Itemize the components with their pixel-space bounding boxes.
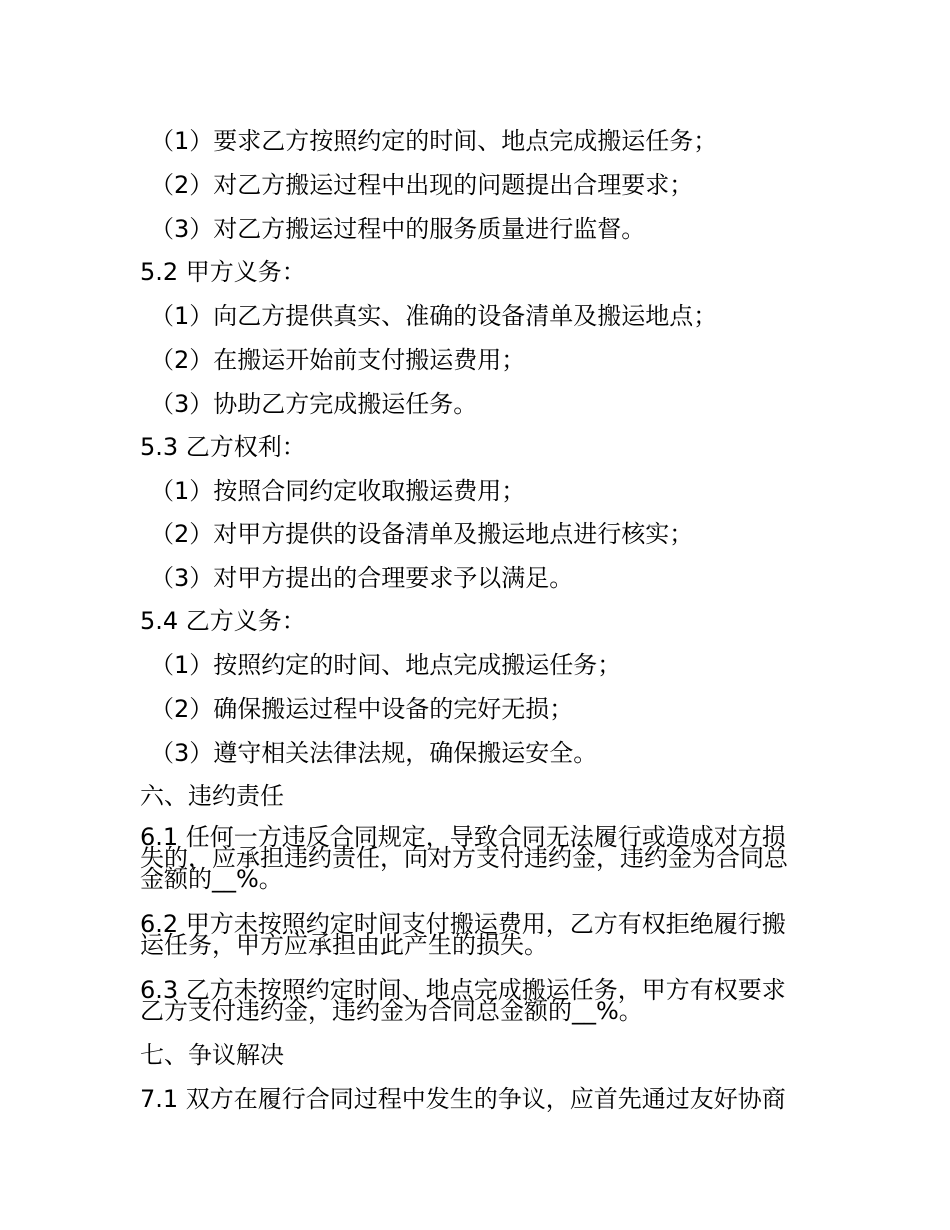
chapter-heading-6: 六、违约责任: [140, 782, 284, 810]
obligation-item-3: （3）协助乙方完成搬运任务。: [150, 390, 478, 418]
right-item-3: （3）对乙方搬运过程中的服务质量进行监督。: [150, 215, 646, 243]
party-b-obligation-item-1: （1）按照约定的时间、地点完成搬运任务；: [150, 651, 622, 679]
party-b-obligation-item-3: （3）遵守相关法律法规，确保搬运安全。: [150, 739, 598, 767]
clause-6-1-line-1: 6.1 任何一方违反合同规定，导致合同无法履行或造成对方损: [140, 823, 786, 851]
chapter-heading-7: 七、争议解决: [140, 1041, 284, 1069]
section-heading-5-3: 5.3 乙方权利：: [140, 433, 306, 461]
party-b-right-item-3: （3）对甲方提出的合理要求予以满足。: [150, 564, 574, 592]
clause-6-1-line-2: 失的，应承担违约责任，向对方支付违约金，违约金为合同总: [140, 844, 788, 872]
right-item-2: （2）对乙方搬运过程中出现的问题提出合理要求；: [150, 171, 694, 199]
section-heading-5-2: 5.2 甲方义务：: [140, 258, 306, 286]
party-b-obligation-item-2: （2）确保搬运过程中设备的完好无损；: [150, 695, 574, 723]
clause-6-2-line-2: 运任务，甲方应承担由此产生的损失。: [140, 931, 548, 959]
clause-6-3-line-1: 6.3 乙方未按照约定时间、地点完成搬运任务，甲方有权要求: [140, 976, 786, 1004]
clause-6-1: [140, 823, 820, 893]
clause-6-3-line-2: 乙方支付违约金，违约金为合同总金额的__%。: [140, 997, 643, 1025]
clause-6-3: [140, 976, 820, 1025]
party-b-right-item-1: （1）按照合同约定收取搬运费用；: [150, 477, 526, 505]
right-item-1: （1）要求乙方按照约定的时间、地点完成搬运任务；: [150, 127, 718, 155]
clause-6-1-line-3: 金额的__%。: [140, 865, 283, 893]
party-b-right-item-2: （2）对甲方提供的设备清单及搬运地点进行核实；: [150, 520, 694, 548]
clause-6-2: [140, 910, 820, 959]
obligation-item-1: （1）向乙方提供真实、准确的设备清单及搬运地点；: [150, 302, 718, 330]
clause-7-1: 7.1 双方在履行合同过程中发生的争议，应首先通过友好协商: [140, 1085, 786, 1113]
obligation-item-2: （2）在搬运开始前支付搬运费用；: [150, 346, 526, 374]
section-heading-5-4: 5.4 乙方义务：: [140, 607, 306, 635]
clause-6-2-line-1: 6.2 甲方未按照约定时间支付搬运费用，乙方有权拒绝履行搬: [140, 910, 786, 938]
